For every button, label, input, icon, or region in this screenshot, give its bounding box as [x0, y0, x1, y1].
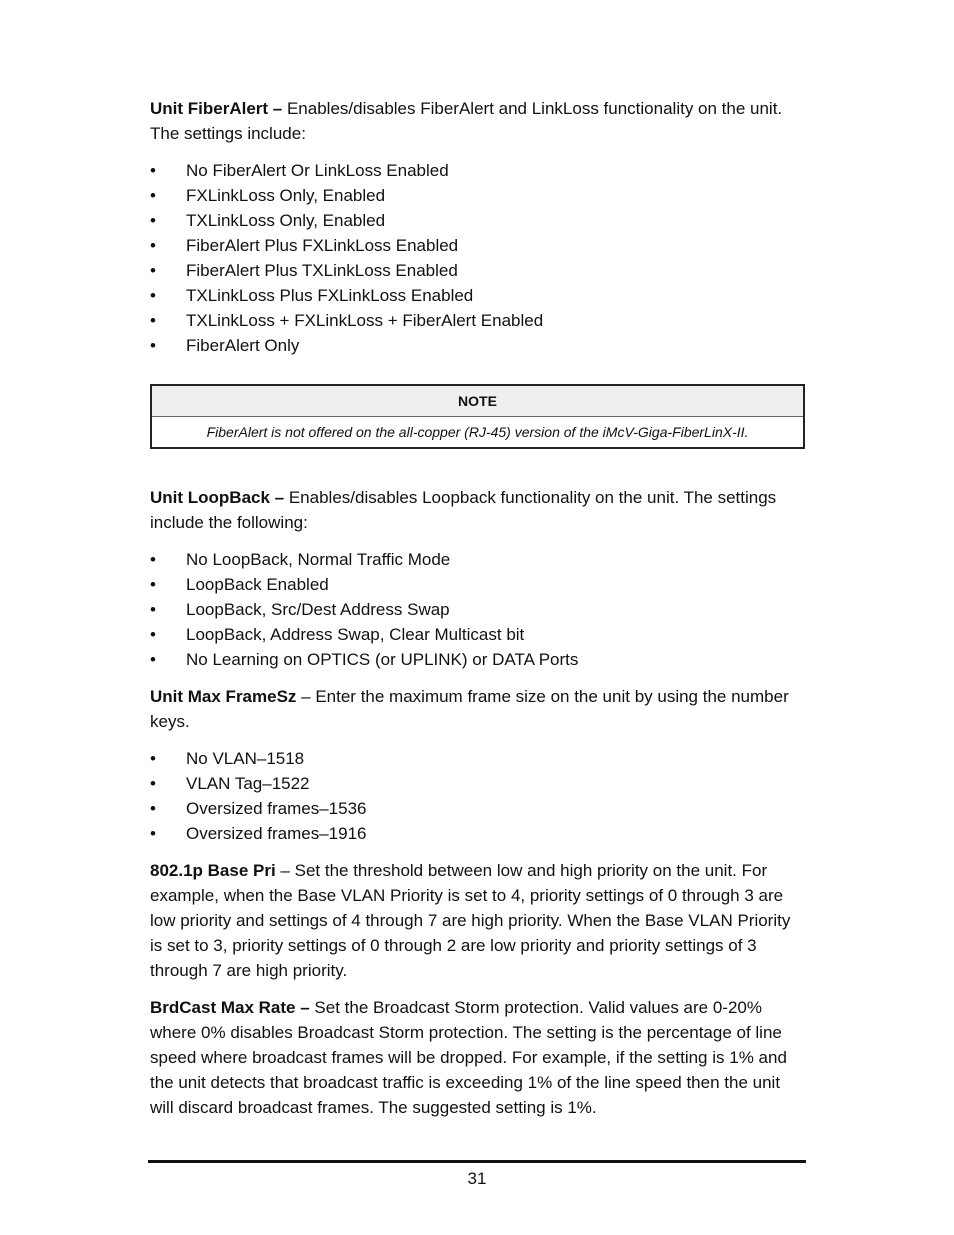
list-item: • LoopBack Enabled	[150, 572, 805, 597]
bullet-glyph: •	[150, 824, 156, 843]
bullet-glyph: •	[150, 650, 156, 669]
bullet-glyph: •	[150, 575, 156, 594]
bullet-glyph: •	[150, 336, 156, 355]
list-item: • No Learning on OPTICS (or UPLINK) or DATA Ports	[150, 647, 805, 672]
fiberalert-term: Unit FiberAlert –	[150, 99, 283, 118]
maxframe-description: – Enter the maximum frame size on the unit by using the number keys.	[150, 687, 789, 731]
brdcast-description: Set the Broadcast Storm protection. Valid values are 0-20% where 0% disables Broadcast Storm protection. The setting is the percentage of line speed where broadcast frames will be dropped. For example, if the setting is 1% and the unit detects that broadcast traffic is exceeding 1% of the line speed then the unit will discard broadcast frames. The suggested setting is 1%.	[150, 998, 787, 1117]
fiberalert-paragraph	[150, 96, 805, 146]
list-item: • TXLinkLoss Plus FXLinkLoss Enabled	[150, 283, 805, 308]
page-content	[150, 96, 805, 1132]
bullet-glyph: •	[150, 186, 156, 205]
bullet-glyph: •	[150, 311, 156, 330]
maxframe-term: Unit Max FrameSz	[150, 687, 297, 706]
list-item: • LoopBack, Address Swap, Clear Multicast bit	[150, 622, 805, 647]
basepri-paragraph	[150, 858, 805, 983]
list-item: • VLAN Tag–1522	[150, 771, 805, 796]
footer-rule	[148, 1160, 806, 1163]
bullet-glyph: •	[150, 211, 156, 230]
fiberalert-description: Enables/disables FiberAlert and LinkLoss functionality on the unit. The settings include:	[150, 99, 783, 143]
list-item: • LoopBack, Src/Dest Address Swap	[150, 597, 805, 622]
loopback-list	[150, 547, 805, 672]
loopback-paragraph	[150, 485, 805, 535]
list-item: • No FiberAlert Or LinkLoss Enabled	[150, 158, 805, 183]
basepri-description: – Set the threshold between low and high priority on the unit. For example, when the Base VLAN Priority is set to 4, priority settings of 0 through 3 are low priority and settings of 4 through 7 are high priority. When the Base VLAN Priority is set to 3, priority settings of 0 through 2 are low priority and priority settings of 3 through 7 are high priority.	[150, 861, 791, 980]
bullet-glyph: •	[150, 625, 156, 644]
loopback-description: Enables/disables Loopback functionality on the unit. The settings include the following:	[150, 488, 777, 532]
maxframe-paragraph	[150, 684, 805, 734]
list-item: • FiberAlert Plus TXLinkLoss Enabled	[150, 258, 805, 283]
bullet-glyph: •	[150, 774, 156, 793]
list-item: • No LoopBack, Normal Traffic Mode	[150, 547, 805, 572]
list-item: • Oversized frames–1536	[150, 796, 805, 821]
bullet-glyph: •	[150, 261, 156, 280]
bullet-glyph: •	[150, 286, 156, 305]
bullet-glyph: •	[150, 236, 156, 255]
list-item: • Oversized frames–1916	[150, 821, 805, 846]
list-item: • FiberAlert Only	[150, 333, 805, 358]
basepri-term: 802.1p Base Pri	[150, 861, 276, 880]
bullet-glyph: •	[150, 600, 156, 619]
list-item: • TXLinkLoss Only, Enabled	[150, 208, 805, 233]
bullet-glyph: •	[150, 161, 156, 180]
bullet-glyph: •	[150, 799, 156, 818]
bullet-glyph: •	[150, 749, 156, 768]
list-item: • No VLAN–1518	[150, 746, 805, 771]
note-body: FiberAlert is not offered on the all-copper (RJ-45) version of the iMcV-Giga-FiberLinX-II.	[206, 424, 749, 440]
brdcast-paragraph	[150, 995, 805, 1120]
note-header: NOTE	[152, 386, 803, 417]
list-item: • FXLinkLoss Only, Enabled	[150, 183, 805, 208]
brdcast-term: BrdCast Max Rate –	[150, 998, 310, 1017]
fiberalert-list	[150, 158, 805, 358]
page-number: 31	[467, 1169, 487, 1188]
note-box	[150, 384, 805, 449]
loopback-term: Unit LoopBack –	[150, 488, 285, 507]
list-item: • FiberAlert Plus FXLinkLoss Enabled	[150, 233, 805, 258]
maxframe-list	[150, 746, 805, 846]
bullet-glyph: •	[150, 550, 156, 569]
list-item: • TXLinkLoss + FXLinkLoss + FiberAlert Enabled	[150, 308, 805, 333]
